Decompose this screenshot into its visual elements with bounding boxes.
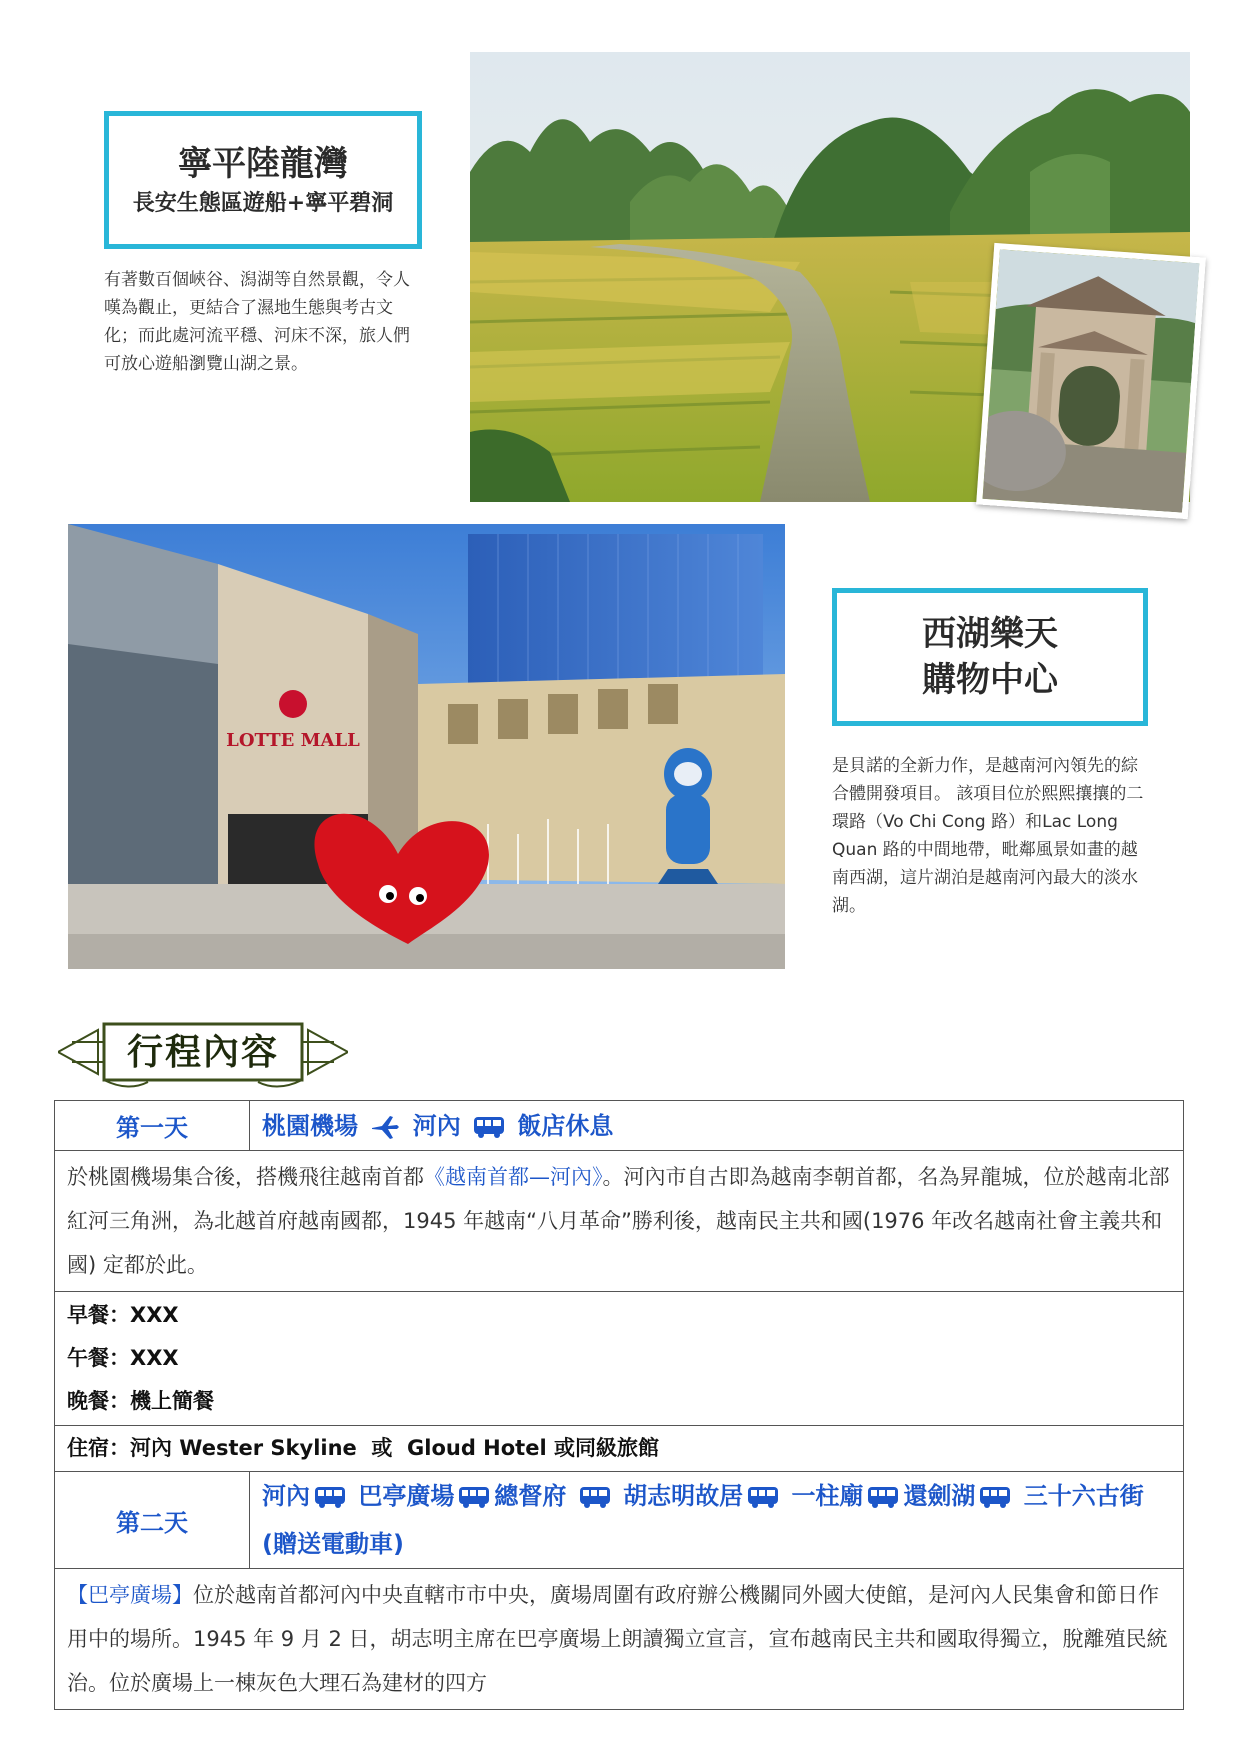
day2-route — [250, 1472, 1184, 1569]
day2-route-stop: 還劍湖 — [903, 1482, 976, 1510]
day1-desc-highlight: 《越南首都—河內》 — [424, 1165, 603, 1189]
day2-route-stop: 巴亭廣場 — [358, 1482, 455, 1510]
section-title: 行程內容 — [126, 1031, 279, 1073]
airplane-icon — [370, 1114, 400, 1140]
day1-desc-post: 。河內市自古即為越南李朝首都，名為昇龍城，位於越南北部紅河三角洲，為北越首府越南國都，1945 年越南“八月革命”勝利後，越南民主共和國(1976 年改名越南社會主義共和國) 定都於此。 — [67, 1165, 1170, 1277]
day2-route-stop: 河內 — [262, 1482, 310, 1510]
day1-header-row — [55, 1101, 1184, 1151]
lotte-title-line1: 西湖樂天 — [922, 614, 1058, 654]
bus-icon — [458, 1485, 490, 1509]
day2-route-stop: 三十六古街(贈送電動車) — [262, 1482, 1144, 1558]
day2-desc-highlight: 【巴亭廣場】 — [67, 1583, 193, 1607]
day1-route — [250, 1101, 1184, 1151]
bus-icon — [867, 1485, 899, 1509]
bus-icon — [473, 1115, 505, 1139]
day1-dinner: 晚餐：機上簡餐 — [67, 1389, 214, 1413]
day1-route-stop: 飯店休息 — [517, 1111, 614, 1140]
day1-meals — [55, 1292, 1184, 1426]
day1-route-stop: 河內 — [412, 1111, 461, 1140]
day1-desc-pre: 於桃園機場集合後，搭機飛往越南首都 — [67, 1165, 424, 1189]
lotte-description: 是貝諾的全新力作，是越南河內領先的綜合體開發項目。 該項目位於熙熙攘攘的二環路（Vo Chi Cong 路）和Lac Long Quan 路的中間地帶，毗鄰風景如畫的越南西湖，這片湖泊是越南河內最大的淡水湖。 — [832, 756, 1144, 916]
ninhbinh-title-box — [104, 111, 422, 249]
day1-meals-row — [55, 1292, 1184, 1426]
bus-icon — [747, 1485, 779, 1509]
day2-route-stop: 胡志明故居 — [623, 1482, 744, 1510]
section-heading — [58, 1012, 348, 1092]
ninhbinh-title: 寧平陸龍灣 — [178, 144, 348, 184]
day2-description — [55, 1569, 1184, 1710]
day2-label: 第二天 — [55, 1472, 250, 1569]
day2-desc-post: 位於越南首都河內中央直轄市市中央，廣場周圍有政府辦公機關同外國大使館，是河內人民集會和節日作用中的場所。1945 年 9 月 2 日，胡志明主席在巴亭廣場上朗讀獨立宣言，宣布越南民主共和國取得獨立，脫離殖民統治。位於廣場上一棟灰色大理石為建材的四方 — [67, 1583, 1168, 1695]
bus-icon — [579, 1485, 611, 1509]
day1-label: 第一天 — [55, 1101, 250, 1151]
lotte-title-line2: 購物中心 — [922, 660, 1058, 700]
ninhbinh-temple-photo — [976, 243, 1206, 519]
day1-lunch: 午餐：XXX — [67, 1346, 179, 1370]
lotte-title-box — [832, 588, 1148, 726]
day1-breakfast: 早餐：XXX — [67, 1303, 179, 1327]
day1-hotel-row — [55, 1426, 1184, 1472]
day2-route-stop: 一柱廟 — [791, 1482, 864, 1510]
lotte-mall-photo — [68, 524, 785, 969]
day1-hotel: 住宿：河內 Wester Skyline 或 Gloud Hotel 或同級旅館 — [55, 1426, 1184, 1472]
day2-route-stop: 總督府 — [494, 1482, 567, 1510]
bus-icon — [979, 1485, 1011, 1509]
itinerary-table — [54, 1100, 1184, 1710]
day2-header-row — [55, 1472, 1184, 1569]
bus-icon — [314, 1485, 346, 1509]
svg-text:LOTTE MALL: LOTTE MALL — [226, 730, 360, 751]
day1-route-stop: 桃園機場 — [262, 1111, 358, 1140]
day2-description-row — [55, 1569, 1184, 1710]
ninhbinh-subtitle: 長安生態區遊船+寧平碧洞 — [132, 190, 394, 216]
ninhbinh-description: 有著數百個峽谷、潟湖等自然景觀，令人嘆為觀止，更結合了濕地生態與考古文化；而此處河流平穩、河床不深，旅人們可放心遊船瀏覽山湖之景。 — [104, 270, 410, 374]
day1-description — [55, 1151, 1184, 1292]
day1-description-row — [55, 1151, 1184, 1292]
